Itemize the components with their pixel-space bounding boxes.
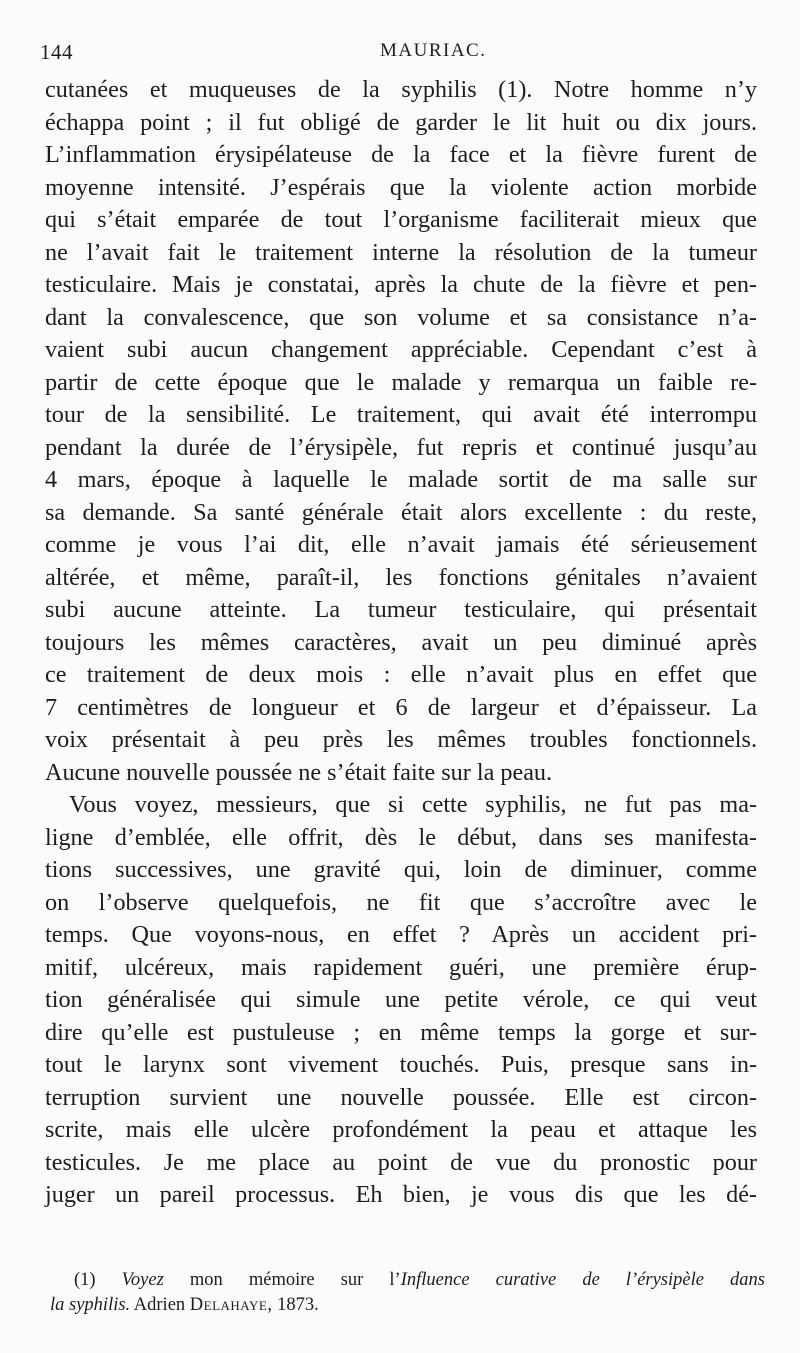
page-number: 144 xyxy=(40,40,73,64)
text-line: subi aucune atteinte. La tumeur testiculaire, qui présentait xyxy=(45,596,757,623)
text-line: ne l’avait fait le traitement interne la résolution de la tumeur xyxy=(45,238,757,266)
text-line: tour de la sensibilité. Le traitement, qui avait été interrompu xyxy=(45,401,757,428)
text-line: on l’observe quelquefois, ne fit que s’accroître avec le xyxy=(45,888,757,916)
text-line: voix présentait à peu près les mêmes troubles fonctionnels. xyxy=(45,726,757,753)
text-line: qui s’était emparée de tout l’organisme faciliterait mieux que xyxy=(45,206,757,233)
text-line: comme je vous l’ai dit, elle n’avait jamais été sérieusement xyxy=(45,531,757,558)
footnote-title: Influence curative de l’érysipèle dans xyxy=(400,1270,766,1290)
text-line: Vous voyez, messieurs, que si cette syphilis, ne fut pas ma- xyxy=(69,791,757,818)
text-line: 4 mars, époque à laquelle le malade sortit de ma salle sur xyxy=(45,466,757,493)
text-line: altérée, et même, paraît-il, les fonctions génitales n’avaient xyxy=(45,563,757,591)
text-line: testicules. Je me place au point de vue du pronostic pour xyxy=(45,1148,757,1176)
footnote-title-cont: la syphilis. xyxy=(50,1295,131,1315)
text-line: juger un pareil processus. Eh bien, je vous dis que les dé- xyxy=(45,1181,757,1208)
body-text xyxy=(45,74,757,1212)
text-line: ligne d’emblée, elle offrit, dès le début, dans ses manifesta- xyxy=(45,823,757,851)
text-line: tout le larynx sont vivement touchés. Puis, presque sans in- xyxy=(45,1051,757,1078)
page-header xyxy=(40,36,760,70)
text-line: terruption survient une nouvelle poussée. Elle est circon- xyxy=(45,1083,757,1111)
text-line: tion généralisée qui simule une petite vérole, ce qui veut xyxy=(45,986,757,1013)
footnote-author-first: Adrien xyxy=(133,1295,186,1315)
footnote-year: 1873. xyxy=(277,1295,319,1315)
footnote-voyez: Voyez xyxy=(121,1270,164,1290)
text-line: tions successives, une gravité qui, loin de diminuer, comme xyxy=(45,856,757,883)
text-line: pendant la durée de l’érysipèle, fut repris et continué jusqu’au xyxy=(45,433,757,461)
footnote-marker: (1) xyxy=(74,1270,96,1290)
text-line: sa demande. Sa santé générale était alors excellente : du reste, xyxy=(45,498,757,526)
text-line: mitif, ulcéreux, mais rapidement guéri, une première érup- xyxy=(45,953,757,981)
text-line: dire qu’elle est pustuleuse ; en même temps la gorge et sur- xyxy=(45,1018,757,1046)
text-line: testiculaire. Mais je constatai, après la chute de la fièvre et pen- xyxy=(45,271,757,298)
text-line: toujours les mêmes caractères, avait un peu diminué après xyxy=(45,628,757,656)
text-line: Aucune nouvelle poussée ne s’était faite sur la peau. xyxy=(45,758,553,786)
footnote-author-last: Delahaye, xyxy=(189,1295,273,1315)
text-line: temps. Que voyons-nous, en effet ? Après un accident pri- xyxy=(45,921,757,948)
running-head: MAURIAC. xyxy=(380,40,487,61)
text-line: dant la convalescence, que son volume et sa consistance n’a- xyxy=(45,303,757,331)
text-line: échappa point ; il fut obligé de garder le lit huit ou dix jours. xyxy=(45,108,757,136)
text-line: ce traitement de deux mois : elle n’avait plus en effet que xyxy=(45,661,757,688)
footnote-text: mon mémoire sur l’ xyxy=(189,1270,401,1290)
text-line: cutanées et muqueuses de la syphilis (1). Notre homme n’y xyxy=(45,76,757,103)
text-line: scrite, mais elle ulcère profondément la peau et attaque les xyxy=(45,1116,757,1143)
text-line: vaient subi aucun changement appréciable. Cependant c’est à xyxy=(45,336,757,363)
text-line: partir de cette époque que le malade y remarqua un faible re- xyxy=(45,368,757,396)
footnote-line xyxy=(50,1293,765,1318)
text-line: L’inflammation érysipélateuse de la face et la fièvre furent de xyxy=(45,141,757,168)
footnote-line xyxy=(50,1268,765,1293)
footnote xyxy=(50,1268,765,1318)
text-line: moyenne intensité. J’espérais que la violente action morbide xyxy=(45,173,757,201)
text-line: 7 centimètres de longueur et 6 de largeur et d’épaisseur. La xyxy=(45,693,757,721)
